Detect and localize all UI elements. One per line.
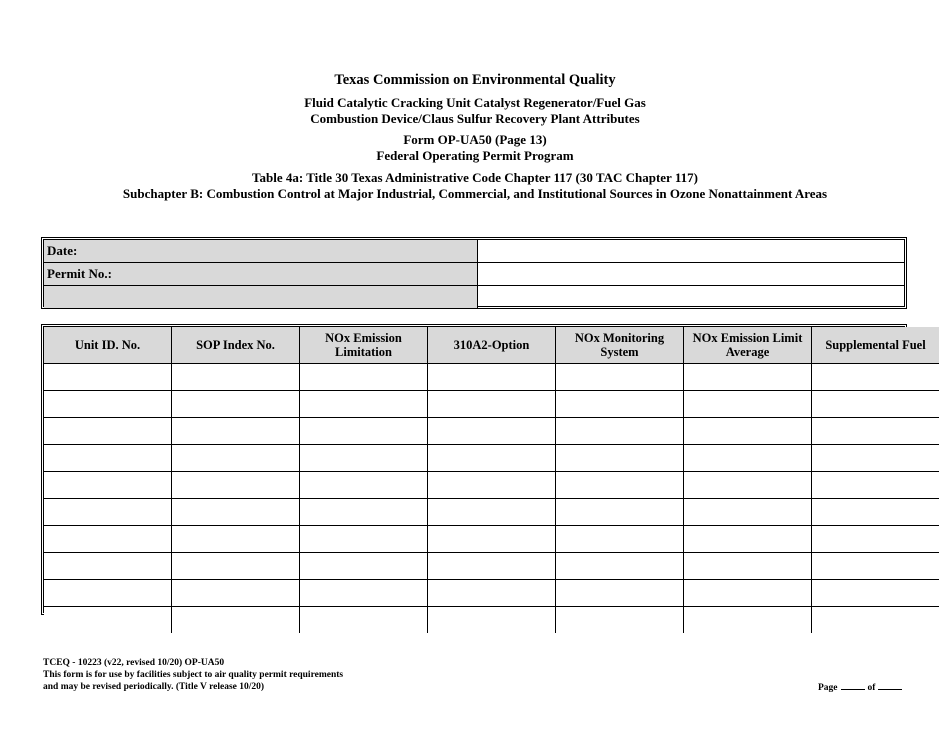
of-label: of [867, 683, 876, 693]
program-name: Federal Operating Permit Program [376, 148, 574, 163]
form-title [0, 95, 950, 127]
table-cell[interactable] [812, 391, 940, 418]
table-cell[interactable] [556, 472, 684, 499]
page-label: Page [818, 683, 838, 693]
footer-text [43, 657, 343, 693]
form-title-line1: Fluid Catalytic Cracking Unit Catalyst Regenerator/Fuel Gas [304, 95, 646, 110]
table-cell[interactable] [172, 418, 300, 445]
info-table [41, 237, 907, 309]
table-cell[interactable] [812, 472, 940, 499]
column-header-nox-monitoring: NOx Monitoring System [556, 327, 684, 364]
table-cell[interactable] [44, 526, 172, 553]
table-cell[interactable] [44, 607, 172, 634]
table-cell[interactable] [684, 472, 812, 499]
table-row [44, 526, 939, 553]
table-cell[interactable] [172, 580, 300, 607]
table-cell[interactable] [300, 607, 428, 634]
table-cell[interactable] [428, 418, 556, 445]
table-cell[interactable] [556, 445, 684, 472]
table-cell[interactable] [300, 391, 428, 418]
subchapter-title: Subchapter B: Combustion Control at Major Industrial, Commercial, and Institutional Sources in Ozone Nonattainment Areas [122, 186, 828, 201]
table-cell[interactable] [556, 553, 684, 580]
column-header-310a2-option: 310A2-Option [428, 327, 556, 364]
date-field[interactable] [478, 240, 905, 263]
table-row [44, 607, 939, 634]
table-cell[interactable] [684, 580, 812, 607]
column-header-unit-id: Unit ID. No. [44, 327, 172, 364]
table-cell[interactable] [300, 526, 428, 553]
usage-note-2: and may be revised periodically. (Title V release 10/20) [43, 682, 265, 692]
table-row [44, 472, 939, 499]
table-cell[interactable] [300, 418, 428, 445]
table-cell[interactable] [44, 418, 172, 445]
extra-row [44, 286, 904, 309]
column-header-supplemental-fuel: Supplemental Fuel [812, 327, 940, 364]
table-cell[interactable] [556, 418, 684, 445]
table-cell[interactable] [428, 607, 556, 634]
table-row [44, 580, 939, 607]
table-row [44, 391, 939, 418]
table-header-row [44, 327, 939, 364]
table-row [44, 418, 939, 445]
table-cell[interactable] [428, 580, 556, 607]
table-cell[interactable] [556, 499, 684, 526]
table-row [44, 499, 939, 526]
table-cell[interactable] [428, 445, 556, 472]
date-label: Date: [44, 240, 478, 263]
form-id-block [0, 132, 950, 164]
table-cell[interactable] [44, 580, 172, 607]
table-cell[interactable] [44, 472, 172, 499]
table-cell[interactable] [300, 580, 428, 607]
form-revision: TCEQ - 10223 (v22, revised 10/20) OP-UA50 [43, 658, 225, 668]
extra-label [44, 286, 478, 309]
table-cell[interactable] [300, 499, 428, 526]
table-cell[interactable] [812, 607, 940, 634]
table-cell[interactable] [812, 553, 940, 580]
table-cell[interactable] [428, 364, 556, 391]
table-cell[interactable] [44, 364, 172, 391]
table-cell[interactable] [44, 445, 172, 472]
column-header-sop-index: SOP Index No. [172, 327, 300, 364]
column-header-nox-limitation: NOx Emission Limitation [300, 327, 428, 364]
permit-row [44, 263, 904, 286]
table-title: Table 4a: Title 30 Texas Administrative Code Chapter 117 (30 TAC Chapter 117) [252, 170, 698, 185]
table-cell[interactable] [172, 391, 300, 418]
table-cell[interactable] [44, 499, 172, 526]
table-cell[interactable] [556, 391, 684, 418]
table-cell[interactable] [428, 472, 556, 499]
table-cell[interactable] [812, 580, 940, 607]
usage-note-1: This form is for use by facilities subject to air quality permit requirements [43, 670, 344, 680]
table-cell[interactable] [172, 364, 300, 391]
table-cell[interactable] [172, 526, 300, 553]
table-cell[interactable] [684, 526, 812, 553]
table-cell[interactable] [44, 391, 172, 418]
attributes-table [41, 324, 926, 615]
table-cell[interactable] [428, 526, 556, 553]
table-cell[interactable] [812, 499, 940, 526]
table-row [44, 364, 939, 391]
agency-title: Texas Commission on Environmental Quality [334, 72, 616, 88]
form-number: Form OP-UA50 (Page 13) [403, 132, 547, 147]
table-cell[interactable] [172, 472, 300, 499]
extra-field[interactable] [478, 286, 905, 309]
table-cell[interactable] [812, 418, 940, 445]
table-cell[interactable] [428, 499, 556, 526]
date-row [44, 240, 904, 263]
page-number-field[interactable] [841, 680, 865, 690]
table-cell[interactable] [556, 580, 684, 607]
permit-field[interactable] [478, 263, 905, 286]
table-cell[interactable] [300, 472, 428, 499]
table-cell[interactable] [812, 364, 940, 391]
table-cell[interactable] [684, 364, 812, 391]
table-row [44, 445, 939, 472]
table-cell[interactable] [556, 526, 684, 553]
table-cell[interactable] [556, 607, 684, 634]
table-cell[interactable] [172, 445, 300, 472]
page-counter [818, 680, 905, 693]
table-cell[interactable] [684, 445, 812, 472]
table-cell[interactable] [684, 418, 812, 445]
table-cell[interactable] [684, 607, 812, 634]
table-heading [0, 170, 950, 202]
form-title-line2: Combustion Device/Claus Sulfur Recovery Plant Attributes [310, 111, 640, 126]
table-cell[interactable] [684, 499, 812, 526]
table-cell[interactable] [172, 607, 300, 634]
table-cell[interactable] [44, 553, 172, 580]
column-header-nox-limit-average: NOx Emission Limit Average [684, 327, 812, 364]
table-cell[interactable] [300, 553, 428, 580]
table-cell[interactable] [428, 391, 556, 418]
table-cell[interactable] [684, 553, 812, 580]
table-cell[interactable] [556, 364, 684, 391]
table-cell[interactable] [300, 364, 428, 391]
table-cell[interactable] [684, 391, 812, 418]
table-cell[interactable] [428, 553, 556, 580]
permit-label: Permit No.: [44, 263, 478, 286]
table-cell[interactable] [812, 445, 940, 472]
table-cell[interactable] [172, 553, 300, 580]
table-cell[interactable] [172, 499, 300, 526]
page-total-field[interactable] [878, 680, 902, 690]
table-cell[interactable] [812, 526, 940, 553]
table-row [44, 553, 939, 580]
table-cell[interactable] [300, 445, 428, 472]
